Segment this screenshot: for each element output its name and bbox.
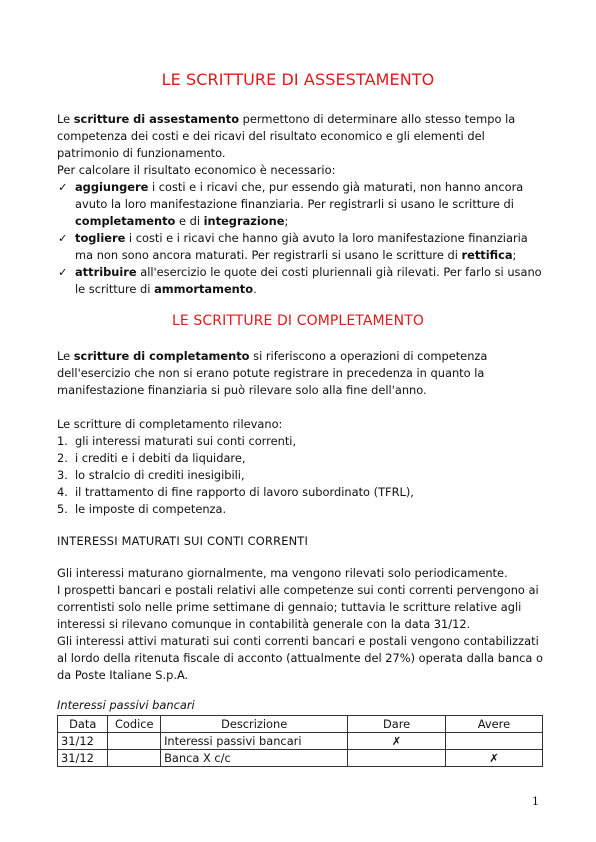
header-avere: Avere: [445, 716, 542, 733]
list-number: 2.: [57, 451, 68, 465]
list-text: lo stralcio di crediti inesigibili,: [75, 468, 245, 482]
checkmark-icon: ✓: [58, 180, 68, 194]
completamento-section: [57, 348, 547, 518]
list-number: 3.: [57, 468, 68, 482]
text-span: i costi e i ricavi che hanno già avuto la loro manifestazione finanziaria ma non sono ancora maturati. Per registrarli si usano le scritture di: [75, 231, 528, 262]
intro-paragraph: [57, 111, 547, 162]
cell-descrizione: Interessi passivi bancari: [161, 733, 348, 750]
text-span: permettono di determinare allo stesso tempo la competenza dei costi e dei ricavi del risultato economico e gli elementi del patrimonio di funzionamento.: [57, 112, 516, 160]
text-span: i costi e i ricavi che, pur essendo già maturati, non hanno ancora avuto la loro manifestazione finanziaria. Per registrarli si usano le scritture di: [75, 180, 524, 211]
cell-codice: [108, 750, 161, 767]
list-item: [57, 450, 547, 467]
checklist: [57, 179, 547, 298]
checkmark-icon: ✓: [58, 231, 68, 245]
intro-section: [57, 111, 547, 298]
section-paragraph: [57, 348, 547, 399]
table-caption: Interessi passivi bancari: [57, 698, 195, 712]
term-bold: scritture di completamento: [73, 349, 250, 363]
text-span: all'esercizio le quote dei costi pluriennali già rilevati. Per farlo si usano le scritture di: [75, 265, 542, 296]
section-title: LE SCRITTURE DI COMPLETAMENTO: [172, 313, 424, 329]
list-intro: Le scritture di completamento rilevano:: [57, 417, 283, 431]
cell-data: 31/12: [58, 750, 108, 767]
checkmark-icon: ✓: [58, 265, 68, 279]
cell-descrizione: Banca X c/c: [161, 750, 348, 767]
cell-avere: ✗: [445, 750, 542, 767]
list-item: [57, 433, 547, 450]
term-bold: integrazione: [203, 214, 285, 228]
term-bold: rettifica: [461, 248, 513, 262]
list-text: gli interessi maturati sui conti correnti,: [75, 434, 297, 448]
table-row: [58, 733, 543, 750]
list-text: i crediti e i debiti da liquidare,: [75, 451, 246, 465]
paragraph: I prospetti bancari e postali relativi alle competenze sui conti correnti pervengono ai correntisti solo nelle prime settimane di gennaio; tuttavia le scritture relative agli interessi si rilevano comunque in contabilità generale con la data 31/12.: [57, 583, 539, 631]
text-span: e di: [175, 214, 204, 228]
list-text: le imposte di competenza.: [75, 502, 227, 516]
term-bold: ammortamento: [154, 282, 254, 296]
paragraph: Gli interessi attivi maturati sui conti correnti bancari e postali vengono contabilizzati al lordo della ritenuta fiscale di acconto (attualmente del 27%) operata dalla banca o da Poste Italiane S.p.A.: [57, 634, 543, 682]
text-span: Le: [57, 112, 74, 126]
term-bold: attribuire: [75, 265, 137, 279]
cell-dare: [348, 750, 446, 767]
list-item: [57, 179, 547, 230]
header-descrizione: Descrizione: [161, 716, 348, 733]
table-row: [58, 750, 543, 767]
cell-codice: [108, 733, 161, 750]
intro-lead: Per calcolare il risultato economico è necessario:: [57, 163, 336, 177]
list-item: [57, 484, 547, 501]
text-span: si riferiscono a operazioni di competenza dell'esercizio che non si erano potute registrare in precedenza in quanto la manifestazione finanziaria si può rilevare solo alla fine dell'anno.: [57, 349, 488, 397]
text-span: ;: [284, 214, 289, 228]
page-title: LE SCRITTURE DI ASSESTAMENTO: [161, 70, 435, 89]
list-text: il trattamento di fine rapporto di lavoro subordinato (TFRL),: [75, 485, 414, 499]
page-number: 1: [532, 795, 539, 808]
cell-data: 31/12: [58, 733, 108, 750]
list-item: [57, 264, 547, 298]
list-number: 5.: [57, 502, 68, 516]
header-data: Data: [58, 716, 108, 733]
numbered-list: [57, 433, 547, 518]
paragraph: Gli interessi maturano giornalmente, ma vengono rilevati solo periodicamente.: [57, 566, 508, 580]
term-bold: completamento: [75, 214, 176, 228]
cell-avere: [445, 733, 542, 750]
term-bold: togliere: [75, 231, 126, 245]
table-header-row: [58, 716, 543, 733]
cell-dare: ✗: [348, 733, 446, 750]
header-dare: Dare: [348, 716, 446, 733]
list-number: 1.: [57, 434, 68, 448]
text-span: .: [253, 282, 257, 296]
list-item: [57, 467, 547, 484]
journal-table: [57, 715, 543, 767]
text-span: Le: [57, 349, 74, 363]
list-item: [57, 230, 547, 264]
interessi-section: [57, 565, 547, 684]
text-span: ;: [512, 248, 517, 262]
header-codice: Codice: [108, 716, 161, 733]
list-item: [57, 501, 547, 518]
term-bold: aggiungere: [75, 180, 149, 194]
list-number: 4.: [57, 485, 68, 499]
term-bold: scritture di assestamento: [73, 112, 240, 126]
subsection-heading: INTERESSI MATURATI SUI CONTI CORRENTI: [57, 534, 309, 548]
